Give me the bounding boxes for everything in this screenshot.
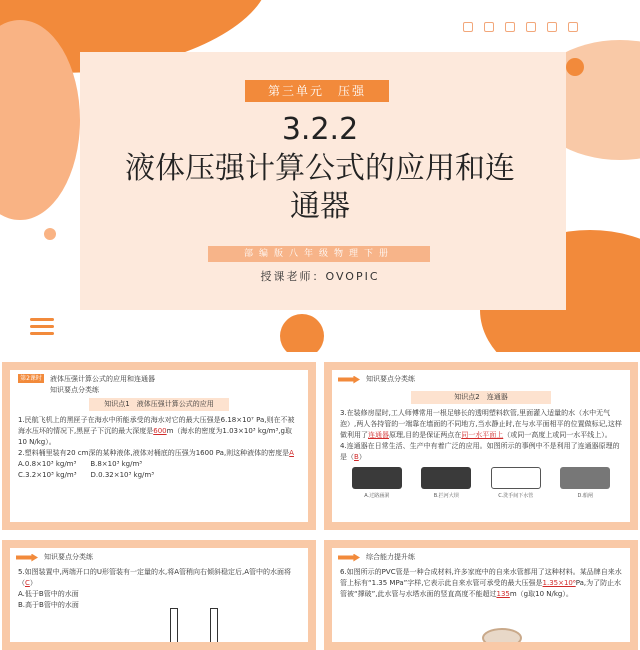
knowledge-point-bar: 知识点2 连通器 <box>411 391 551 404</box>
section-label: 知识要点分类练 <box>50 386 99 394</box>
option-b: B.高于B管中的水面 <box>18 601 79 609</box>
question-2: 2.塑料桶里装有20 cm深的某种液体,液体对桶底的压强为1600 Pa,则这种液体的密度是 <box>18 449 290 457</box>
option-b: B.8×10³ kg/m³ <box>90 460 143 468</box>
question-3-mid: 原理,目的是保证两点在 <box>389 431 462 439</box>
bars-icon <box>505 22 515 32</box>
answer-5: C <box>25 579 30 587</box>
figure-c: C.洗手间下水管 <box>488 467 544 502</box>
slide-content: 5.如图装置中,两端开口的U形管装有一定量的水,将A管稍向右倾斜稳定后,A管中的水面将（C） A.低于B管中的水面 B.高于B管中的水面 <box>10 567 308 611</box>
subtitle-bar: 部编版八年级物理下册 <box>208 246 430 262</box>
knowledge-point-bar: 知识点1 液体压强计算公式的应用 <box>89 398 229 411</box>
answer-2: A <box>289 449 294 457</box>
answer-6b: 135 <box>496 590 510 598</box>
option-a: A.0.8×10³ kg/m³ <box>18 460 77 468</box>
section-label: 综合能力提升练 <box>366 553 415 561</box>
slide-thumbnail-3[interactable] <box>2 540 316 650</box>
slide-thumbnail-1[interactable] <box>2 362 316 530</box>
question-3: 3.在装修房屋时,工人师傅常用一根足够长的透明塑料软管,里面灌入适量的水（水中无气泡）,两人各持管的一端靠在墙面的不同地方,当水静止时,在与水平面相平的位置做标记,这样做利用了 <box>340 409 622 439</box>
menu-icon[interactable] <box>30 318 54 339</box>
decor-circle-small <box>44 228 56 240</box>
slide-heading: 液体压强计算公式的应用和连通器 <box>50 375 155 383</box>
question-1-end: m（海水的密度为1.03×10³ kg/m³,g取10 N/kg）。 <box>18 427 292 446</box>
question-6: 6.如图所示的PVC管是一种合成材料,许多家庭中的自来水管都用了这种材料。某品牌自来水管上标有“1.35 MPa”字样,它表示此自来水管可承受的最大压强是 <box>340 568 622 587</box>
calculator-icon <box>568 22 578 32</box>
slide-content <box>10 415 308 481</box>
chart-icon <box>463 22 473 32</box>
answer-1: 600 <box>153 427 167 435</box>
question-5: 5.如图装置中,两端开口的U形管装有一定量的水,将A管稍向右倾斜稳定后,A管中的水面将 <box>18 568 292 576</box>
answer-3a: 连通器 <box>368 431 389 439</box>
answer-4: B <box>354 453 359 461</box>
arrow-icon <box>338 554 360 562</box>
option-d: D.0.32×10³ kg/m³ <box>90 471 155 479</box>
arrow-icon <box>338 376 360 384</box>
slide-thumbnail-2[interactable] <box>324 362 638 530</box>
decor-circle-bottom <box>280 314 324 352</box>
page-title: 液体压强计算公式的应用和连通器 <box>125 151 515 224</box>
option-c: C.3.2×10³ kg/m³ <box>18 471 77 479</box>
unit-badge: 第三单元 压强 <box>245 80 389 102</box>
question-6-end: m（g取10 N/kg）。 <box>509 590 573 598</box>
arrow-icon <box>16 554 38 562</box>
question-4: 4.连通器在日常生活、生产中有着广泛的应用。如图所示的事例中不是利用了连通器原理的是 <box>340 442 620 461</box>
lesson-tag: 第2课时 <box>18 374 44 383</box>
slide-content <box>332 567 630 600</box>
monitor-icon <box>547 22 557 32</box>
option-a: A.低于B管中的水面 <box>18 590 79 598</box>
question-1: 1.民航飞机上的黑匣子在海水中所能承受的海水对它的最大压强是6.18×10⁷ Pa,则在不被海水压坏的情况下,黑匣子下沉的最大深度是 <box>18 416 295 435</box>
teacher-label: 授课老师：OVOPIC <box>260 270 380 283</box>
section-label: 知识要点分类练 <box>44 553 93 561</box>
u-tube-figure <box>160 608 240 642</box>
slide-thumbnail-4[interactable] <box>324 540 638 650</box>
lesson-number: 3.2.2 <box>281 112 359 147</box>
section-label: 知识要点分类练 <box>366 375 415 383</box>
question-3-end: （或同一高度上或同一水平线上）。 <box>503 431 612 439</box>
clipboard-icon <box>484 22 494 32</box>
figure-row <box>332 463 630 502</box>
toolbar-icons <box>463 22 578 32</box>
answer-6a: 1.35×10⁶ <box>542 579 576 587</box>
answer-3b: 同一水平面上 <box>461 431 504 439</box>
figure-d: D.船闸 <box>557 467 613 502</box>
slide-content: 3.在装修房屋时,工人师傅常用一根足够长的透明塑料软管,里面灌入适量的水（水中无气泡）,两人各持管的一端靠在墙面的不同地方,当水静止时,在与水平面相平的位置做标记,这样做利用了连通器原理,目的是保证两点在同一水平面上（或同一高度上或同一水平线上）。 4.连通器在日常生活、生产中有着广泛的应用。如图所示的事例中不是利用了连通器原理的是（B） <box>340 409 622 461</box>
figure-a: A.过路涵洞 <box>349 467 405 502</box>
decor-circle-orange <box>566 58 584 76</box>
figure-b: B.拦河大坝 <box>418 467 474 502</box>
briefcase-icon <box>526 22 536 32</box>
question-6-mid: Pa,为了防止水管被“撑破”,此水管与水塔水面的竖直高度不能超过 <box>340 579 622 598</box>
